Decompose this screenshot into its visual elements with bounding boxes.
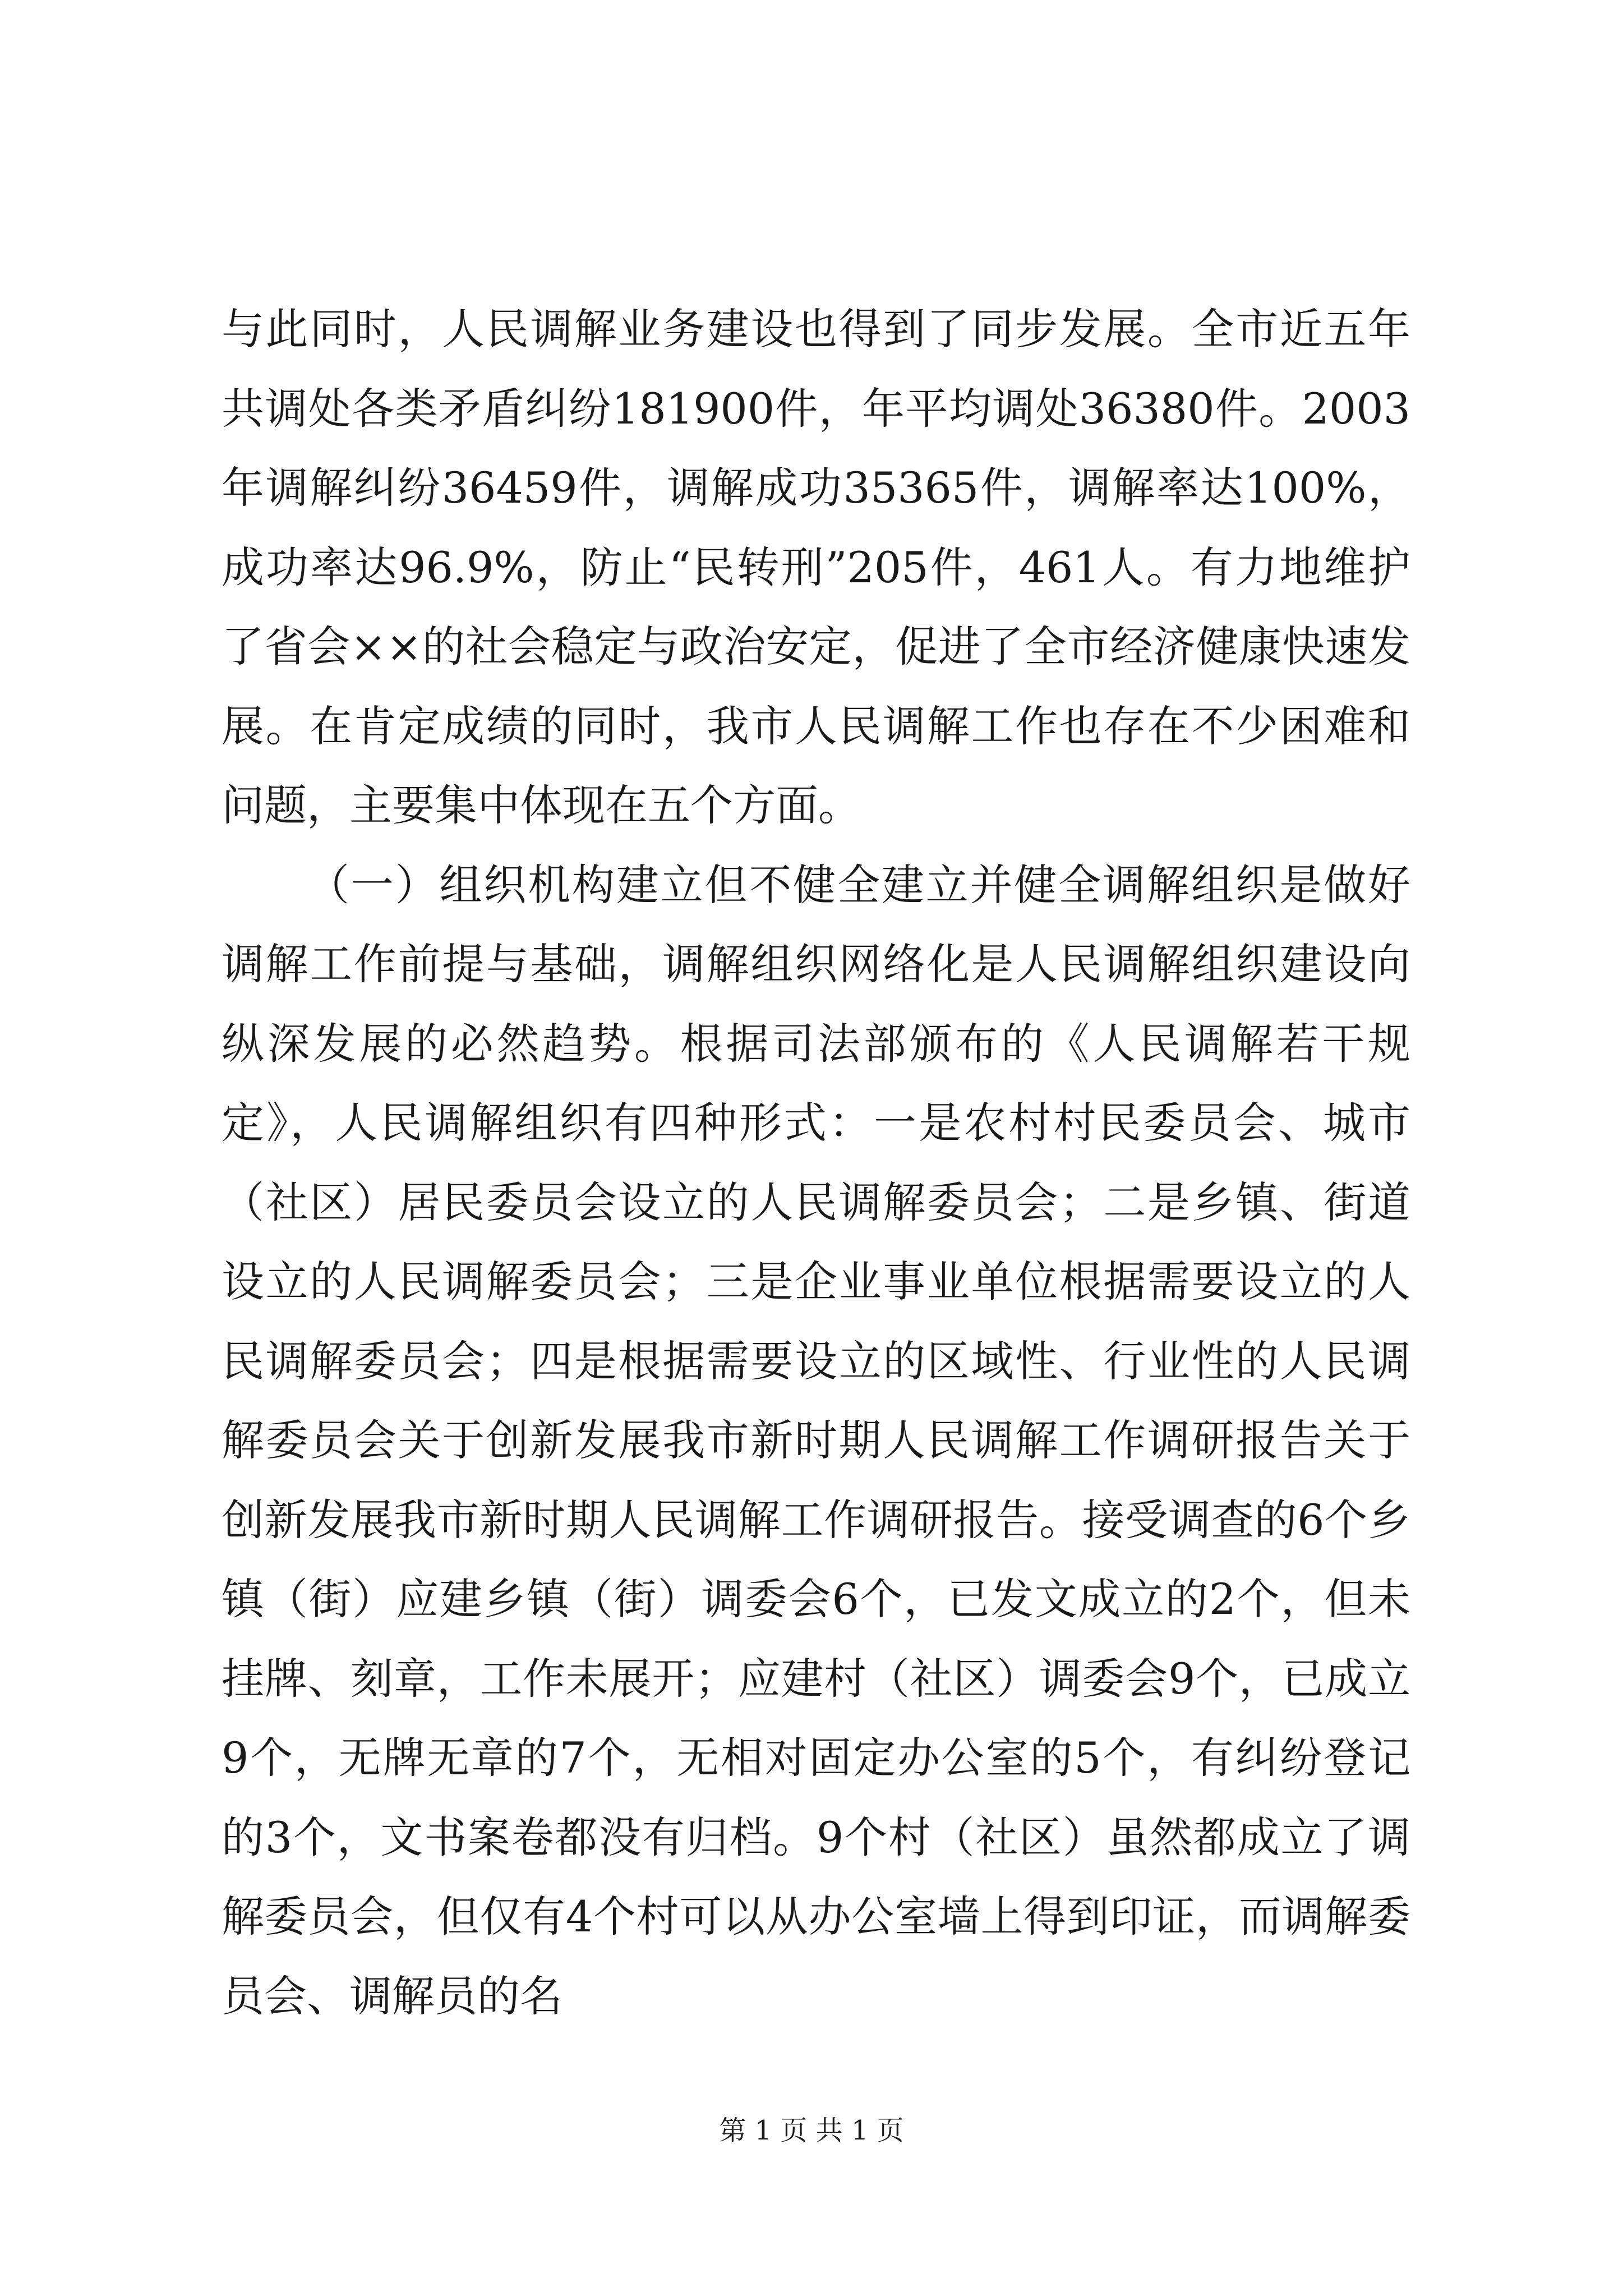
- paragraph-1: 与此同时，人民调解业务建设也得到了同步发展。全市近五年共调处各类矛盾纠纷181900件，年平均调处36380件。2003年调解纠纷36459件，调解成功35365件，调解率达100%，成功率达96.9%，防止“民转刑”205件，461人。有力地维护了省会××的社会稳定与政治安定，促进了全市经济健康快速发展。在肯定成绩的同时，我市人民调解工作也存在不少困难和问题，主要集中体现在五个方面。: [222, 304, 1410, 830]
- document-body: [222, 289, 1410, 2036]
- paragraph-2: （一）组织机构建立但不健全建立并健全调解组织是做好调解工作前提与基础，调解组织网络化是人民调解组织建设向纵深发展的必然趋势。根据司法部颁布的《人民调解若干规定》，人民调解组织有四种形式：一是农村村民委员会、城市（社区）居民委员会设立的人民调解委员会；二是乡镇、街道设立的人民调解委员会；三是企业事业单位根据需要设立的人民调解委员会；四是根据需要设立的区域性、行业性的人民调解委员会关于创新发展我市新时期人民调解工作调研报告关于创新发展我市新时期人民调解工作调研报告。接受调查的6个乡镇（街）应建乡镇（街）调委会6个，已发文成立的2个，但未挂牌、刻章，工作未展开；应建村（社区）调委会9个，已成立9个，无牌无章的7个，无相对固定办公室的5个，有纠纷登记的3个，文书案卷都没有归档。9个村（社区）虽然都成立了调解委员会，但仅有4个村可以从办公室墙上得到印证，而调解委员会、调解员的名: [222, 859, 1410, 2021]
- page-footer: 第 1 页 共 1 页: [719, 2115, 904, 2146]
